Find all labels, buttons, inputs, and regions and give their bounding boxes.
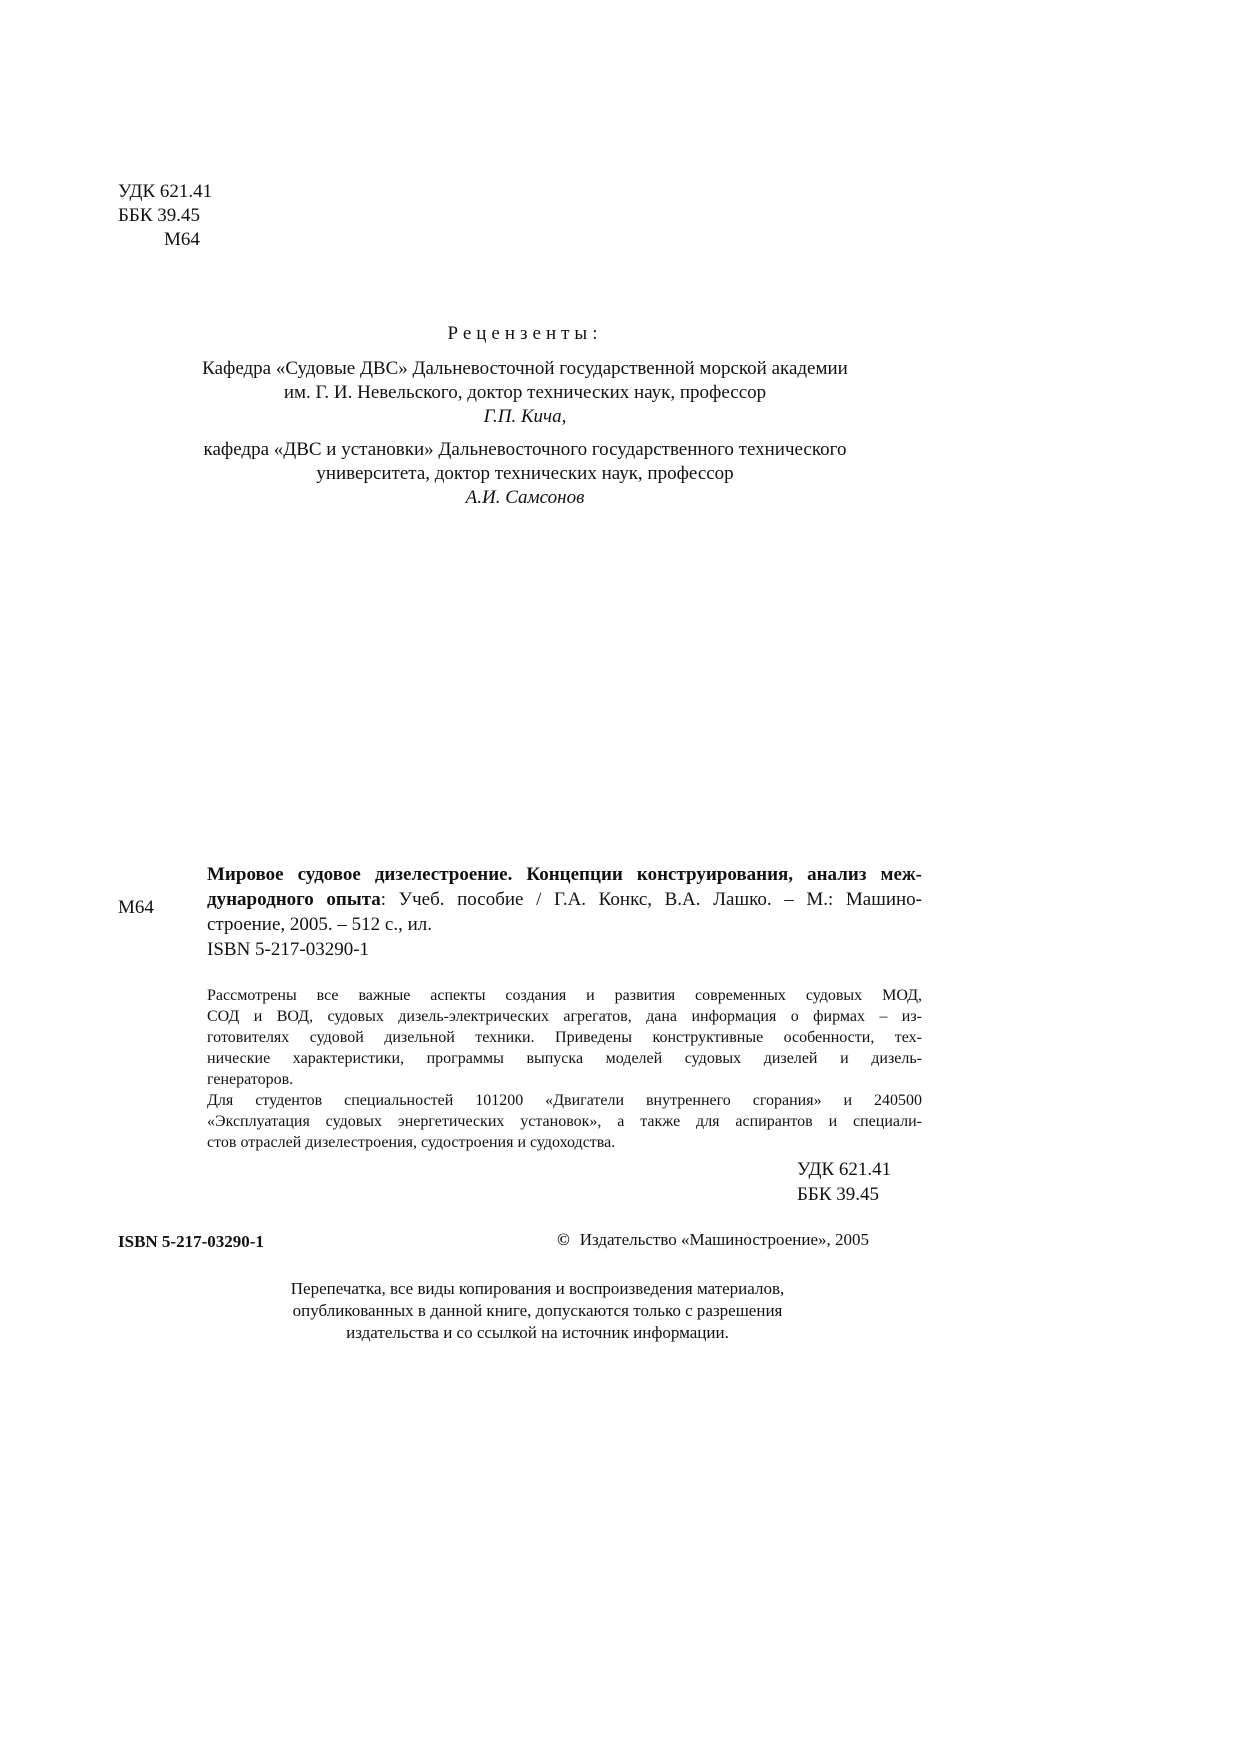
annotation (207, 985, 922, 1153)
reviewer-2-affiliation: кафедра «ДВС и установки» Дальневосточного государственного технического (203, 439, 847, 460)
reviewer-1-name: Г.П. Кича, (483, 406, 567, 427)
reprint-notice (0, 1278, 1075, 1344)
footer-isbn: ISBN 5-217-03290-1 (118, 1232, 264, 1251)
book-isbn: ISBN 5-217-03290-1 (207, 939, 370, 960)
reviewer-2-degree: университета, доктор технических наук, профессор (316, 463, 734, 484)
reviewer-2-name: А.И. Самсонов (465, 487, 585, 508)
reprint-line: Перепечатка, все виды копирования и воспроизведения материалов, (290, 1279, 785, 1298)
author-mark: М64 (164, 229, 200, 250)
copyright-notice (557, 1230, 869, 1250)
annotation-line: нические характеристики, программы выпуска моделей судовых дизелей и дизель- (207, 1050, 922, 1067)
bibliographic-record (207, 862, 922, 962)
book-title-part-2: дународного опыта (207, 889, 381, 910)
reviewer-1-degree: им. Г. И. Невельского, доктор технических наук, профессор (283, 382, 767, 403)
classification-bottom (797, 1157, 891, 1207)
udk-code: УДК 621.41 (118, 181, 213, 202)
copyright-icon: © (557, 1230, 570, 1249)
reprint-line: издательства и со ссылкой на источник информации. (346, 1323, 729, 1342)
copyright-text: Издательство «Машиностроение», 2005 (579, 1230, 870, 1249)
reviewer-2 (0, 438, 1050, 510)
book-title-line-1 (207, 862, 922, 887)
annotation-line: «Эксплуатация судовых энергетических установок», а также для аспирантов и специали- (207, 1113, 922, 1130)
annotation-line: готовителях судовой дизельной техники. Приведены конструктивные особенности, тех- (207, 1029, 922, 1046)
bbk-code-bottom: ББК 39.45 (797, 1184, 879, 1205)
annotation-line: Рассмотрены все важные аспекты создания и развития современных судовых МОД, (207, 987, 922, 1004)
udk-code-bottom: УДК 621.41 (797, 1159, 892, 1180)
book-description: : Учеб. пособие / Г.А. Конкс, В.А. Лашко. – М.: Машино- (380, 889, 923, 910)
reprint-line: опубликованных в данной книге, допускаются только с разрешения (292, 1301, 783, 1320)
bbk-code: ББК 39.45 (118, 205, 200, 226)
annotation-line: СОД и ВОД, судовых дизель-электрических агрегатов, дана информация о фирмах – из- (207, 1008, 922, 1025)
reviewers-heading: Рецензенты: (447, 323, 603, 344)
annotation-line: Для студентов специальностей 101200 «Двигатели внутреннего сгорания» и 240500 (207, 1092, 922, 1109)
annotation-line: стов отраслей дизелестроения, судостроения и судоходства. (207, 1134, 616, 1151)
book-title-line-2 (207, 887, 922, 912)
reviewer-1-affiliation: Кафедра «Судовые ДВС» Дальневосточной государственной морской академии (202, 358, 848, 379)
book-title-part-1: Мировое судовое дизелестроение. Концепции конструирования, анализ меж- (207, 864, 922, 885)
annotation-line: генераторов. (207, 1071, 294, 1088)
bibliographic-side-mark: М64 (118, 897, 154, 918)
book-publication-info: строение, 2005. – 512 с., ил. (207, 914, 432, 935)
classification-top (118, 180, 212, 252)
reviewer-1 (0, 357, 1050, 429)
